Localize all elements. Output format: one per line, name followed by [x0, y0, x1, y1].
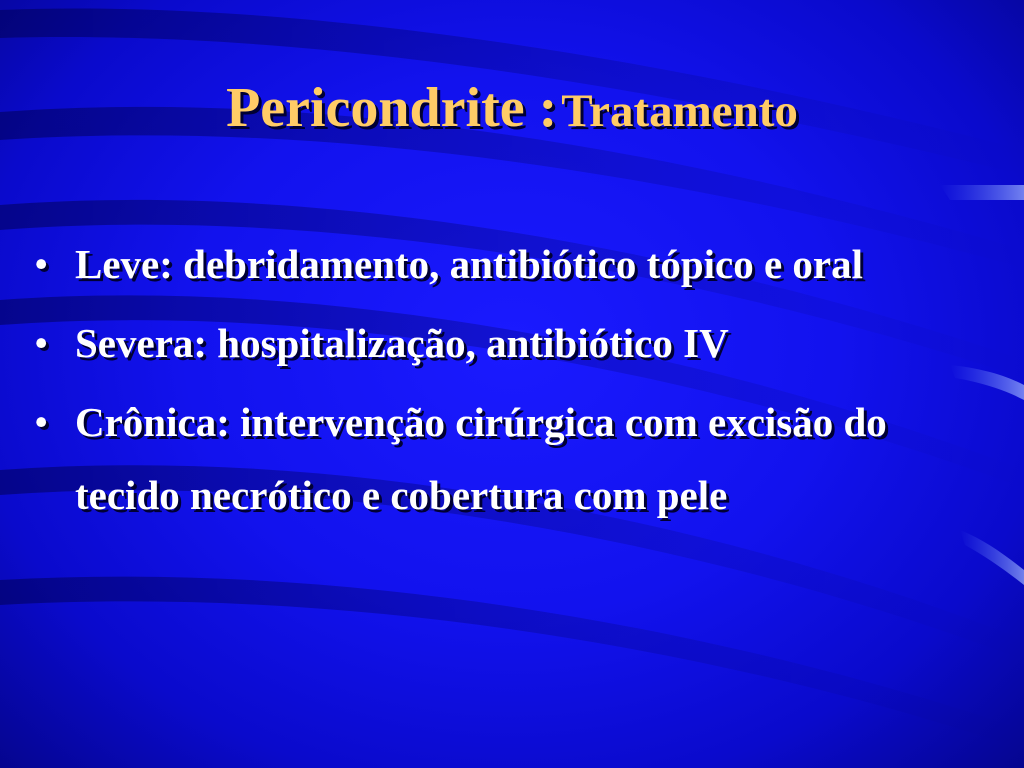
bullet-marker: • [34, 241, 49, 287]
bullet-marker: • [34, 399, 49, 445]
slide-title [0, 76, 1024, 140]
bullet-item-leve [30, 228, 975, 301]
bullet-text: Leve: debridamento, antibiótico tópico e oral [75, 241, 864, 287]
bullet-list [30, 228, 975, 538]
bullet-marker: • [34, 320, 49, 366]
bullet-text: Severa: hospitalização, antibiótico IV [75, 320, 729, 366]
title-main-text: Pericondrite : [226, 77, 558, 139]
bullet-item-cronica [30, 386, 975, 532]
bullet-item-severa [30, 307, 975, 380]
title-sub-text: Tratamento [561, 85, 798, 137]
bullet-text: Crônica: intervenção cirúrgica com excisão do tecido necrótico e cobertura com pele [75, 399, 887, 518]
